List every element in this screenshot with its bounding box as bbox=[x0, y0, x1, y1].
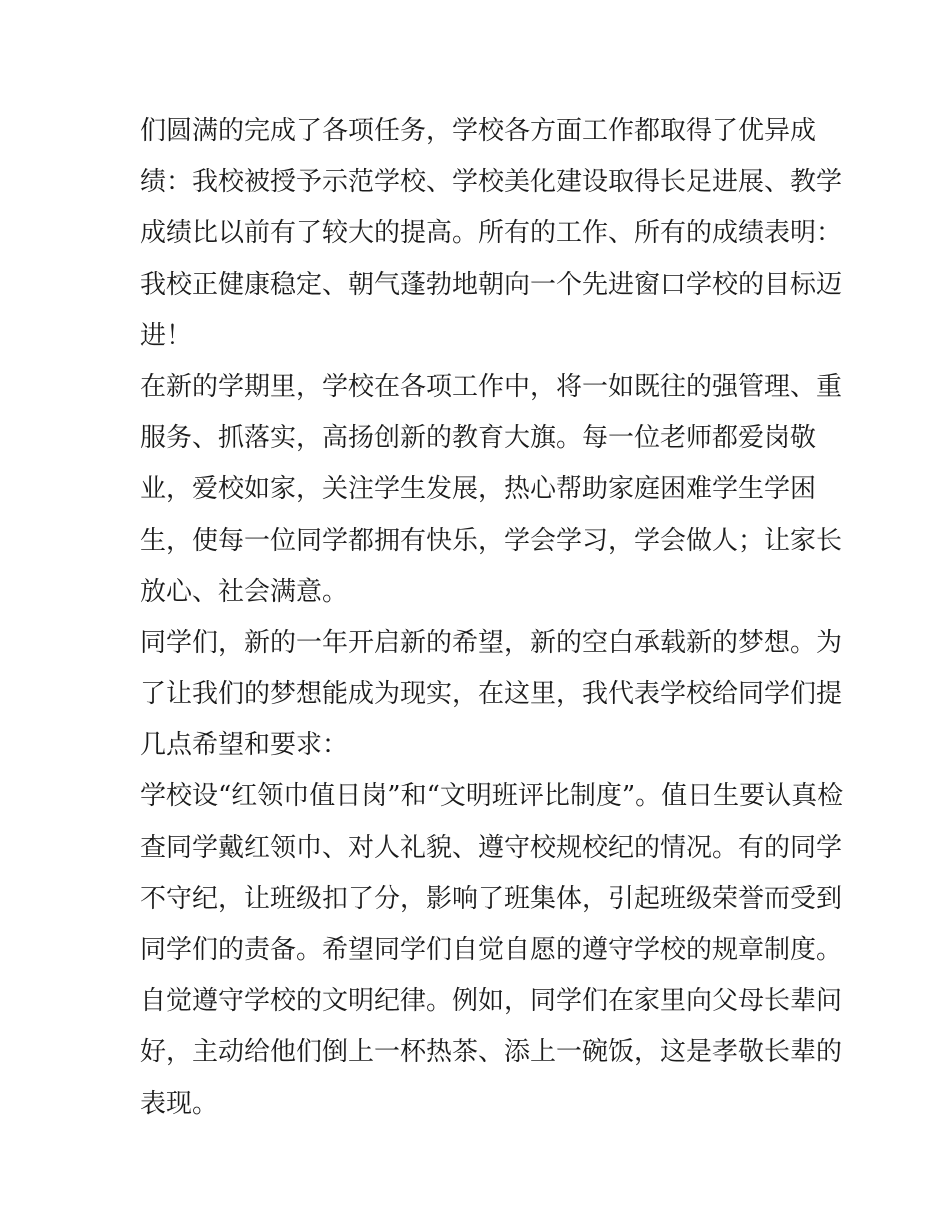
text-line: 生，使每一位同学都拥有快乐，学会学习，学会做人；让家长 bbox=[140, 525, 843, 556]
text-line: 不守纪，让班级扣了分，影响了班集体，引起班级荣誉而受到 bbox=[140, 883, 843, 914]
text-line: 在新的学期里，学校在各项工作中，将一如既往的强管理、重 bbox=[140, 371, 843, 402]
text-line: 进！ bbox=[140, 320, 193, 351]
text-line: 服务、抓落实，高扬创新的教育大旗。每一位老师都爱岗敬 bbox=[140, 423, 817, 454]
paragraph-4 bbox=[140, 771, 844, 976]
paragraph-1 bbox=[140, 106, 843, 362]
paragraph-5 bbox=[140, 976, 843, 1130]
text-line: 自觉遵守学校的文明纪律。例如，同学们在家里向父母长辈问 bbox=[140, 986, 843, 1017]
text-line: 好，主动给他们倒上一杯热茶、添上一碗饭，这是孝敬长辈的 bbox=[140, 1037, 843, 1068]
text-line: 同学们，新的一年开启新的希望，新的空白承载新的梦想。为 bbox=[140, 627, 843, 658]
text-line: 了让我们的梦想能成为现实，在这里，我代表学校给同学们提 bbox=[140, 679, 843, 710]
text-line: 学校设“红领巾值日岗”和“文明班评比制度”。值日生要认真检 bbox=[140, 781, 844, 812]
text-line: 成绩比以前有了较大的提高。所有的工作、所有的成绩表明： bbox=[140, 218, 843, 249]
text-line: 表现。 bbox=[140, 1088, 219, 1119]
text-line: 业，爱校如家，关注学生发展，热心帮助家庭困难学生学困 bbox=[140, 474, 817, 505]
text-line: 放心、社会满意。 bbox=[140, 576, 349, 607]
text-line: 查同学戴红领巾、对人礼貌、遵守校规校纪的情况。有的同学 bbox=[140, 832, 843, 863]
text-line: 同学们的责备。希望同学们自觉自愿的遵守学校的规章制度。 bbox=[140, 935, 843, 965]
document-body bbox=[140, 106, 844, 1130]
text-line: 们圆满的完成了各项任务，学校各方面工作都取得了优异成 bbox=[140, 116, 817, 146]
text-line: 我校正健康稳定、朝气蓬勃地朝向一个先进窗口学校的目标迈 bbox=[140, 269, 843, 300]
paragraph-2 bbox=[140, 362, 843, 618]
text-line: 绩：我校被授予示范学校、学校美化建设取得长足进展、教学 bbox=[140, 167, 843, 198]
paragraph-3 bbox=[140, 618, 843, 772]
text-line: 几点希望和要求： bbox=[140, 730, 349, 761]
